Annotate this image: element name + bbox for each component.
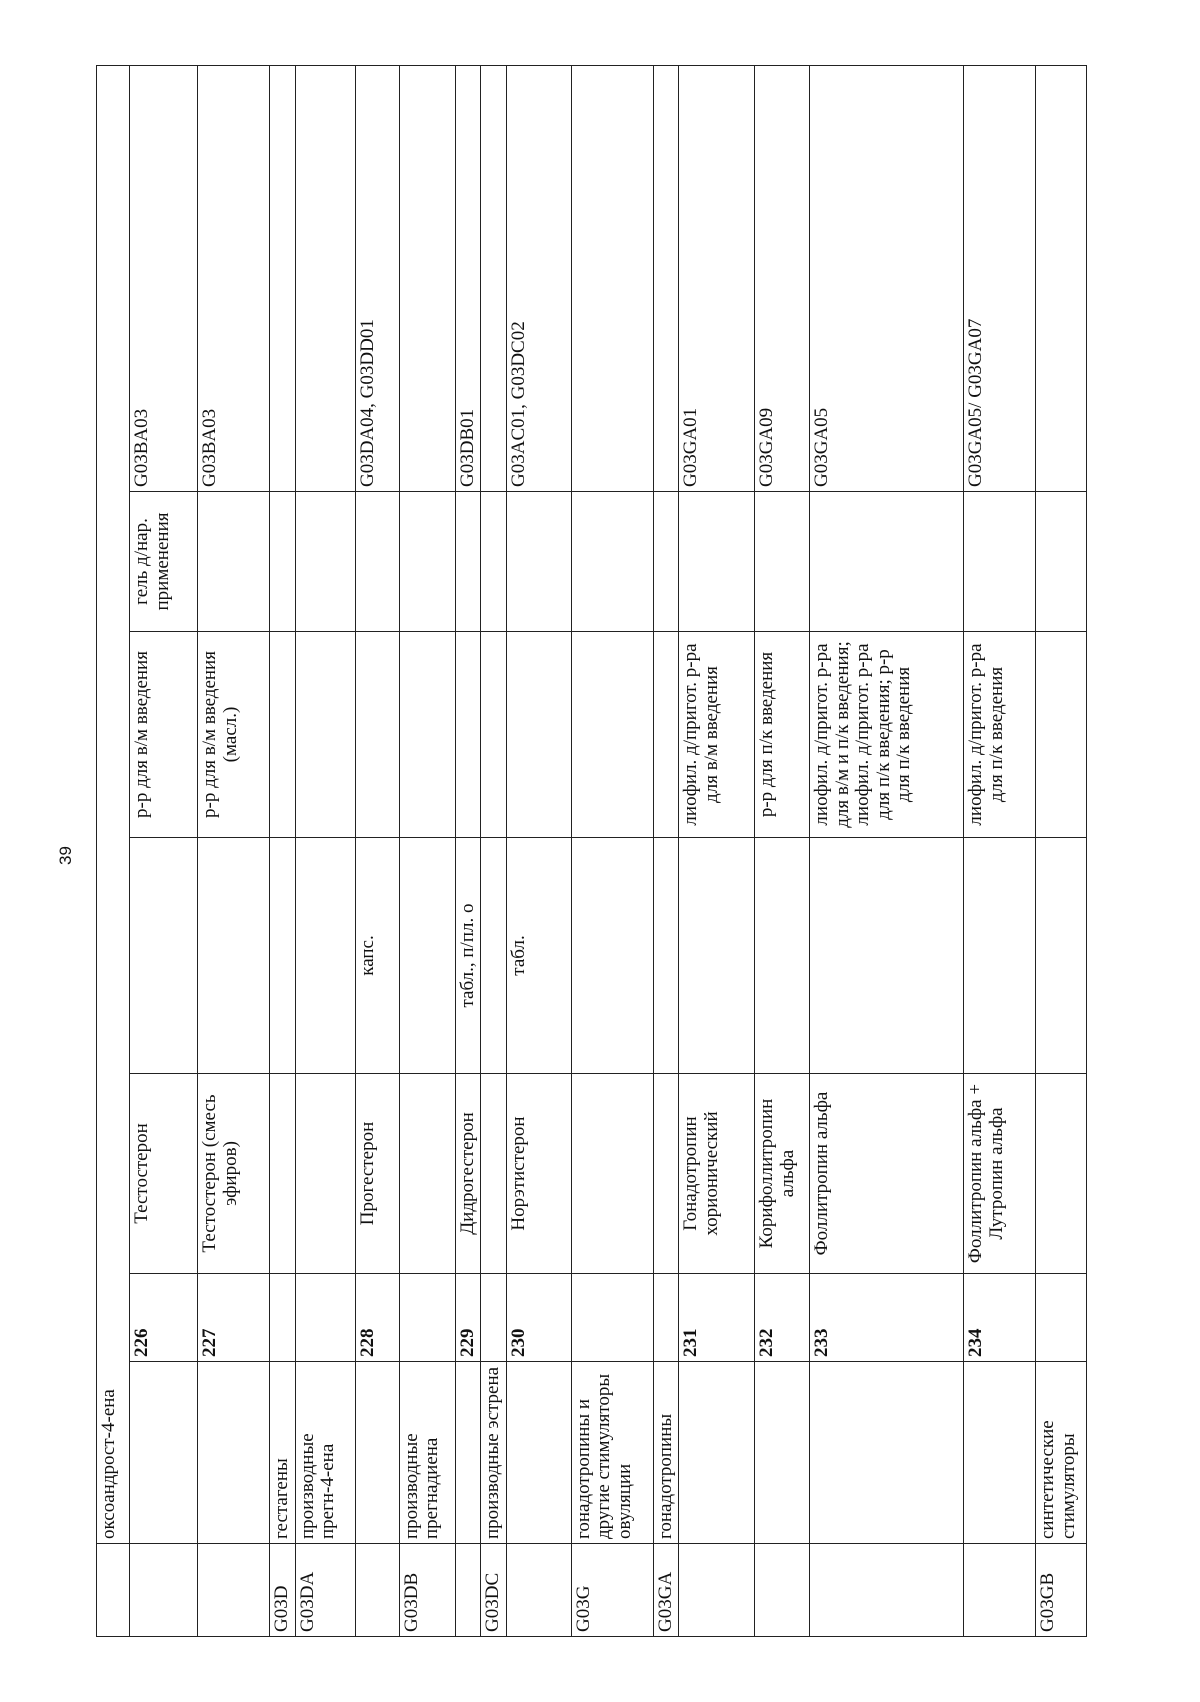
row-number-cell [571, 1274, 653, 1362]
group-name-cell [755, 1362, 810, 1544]
atc-code-cell: G03DB01 [455, 65, 481, 491]
other-form-cell [270, 492, 296, 632]
atc-code-cell: G03BA03 [198, 65, 270, 491]
drug-name-cell: Норэтистерон [506, 1074, 571, 1274]
row-number-cell [481, 1274, 507, 1362]
row-number-cell: 231 [679, 1274, 755, 1362]
group-name-cell [679, 1362, 755, 1544]
atc-code-cell [270, 65, 296, 491]
oral-form-cell [130, 838, 198, 1074]
injection-form-cell [295, 632, 355, 838]
table-row [295, 65, 355, 1636]
other-form-cell [964, 492, 1036, 632]
oral-form-cell [481, 838, 507, 1074]
atc-group-cell: G03DA [295, 1544, 355, 1637]
atc-code-cell [481, 65, 507, 491]
other-form-cell [653, 492, 679, 632]
atc-group-cell [130, 1544, 198, 1637]
atc-code-cell: G03GA05 [810, 65, 964, 491]
other-form-cell [679, 492, 755, 632]
row-number-cell [295, 1274, 355, 1362]
atc-code-cell: G03AC01, G03DC02 [506, 65, 571, 491]
row-number-cell: 233 [810, 1274, 964, 1362]
atc-code-cell: G03GA09 [755, 65, 810, 491]
atc-group-cell [679, 1544, 755, 1637]
table-row [810, 65, 964, 1636]
injection-form-cell: лиофил. д/пригот. р-ра для в/м и п/к введения; лиофил. д/пригот. р-ра для п/к введения; р-р для п/к введения [810, 632, 964, 838]
injection-form-cell: лиофил. д/пригот. р-ра для в/м введения [679, 632, 755, 838]
atc-group-cell [355, 1544, 399, 1637]
atc-group-cell [755, 1544, 810, 1637]
table-row [97, 65, 130, 1636]
group-name-cell: гонадотропины и другие стимуляторы овуляции [571, 1362, 653, 1544]
group-name-cell: производные прегн-4-ена [295, 1362, 355, 1544]
row-number-cell: 228 [355, 1274, 399, 1362]
row-number-cell: 226 [130, 1274, 198, 1362]
row-number-cell: 229 [455, 1274, 481, 1362]
other-form-cell [455, 492, 481, 632]
injection-form-cell: р-р для в/м введения [130, 632, 198, 838]
table-row [571, 65, 653, 1636]
row-number-cell: 230 [506, 1274, 571, 1362]
injection-form-cell [355, 632, 399, 838]
atc-code-cell [653, 65, 679, 491]
table-row [270, 65, 296, 1636]
atc-group-cell: G03DB [399, 1544, 455, 1637]
oral-form-cell [295, 838, 355, 1074]
page-number: 39 [56, 846, 75, 865]
row-number-cell [1036, 1274, 1087, 1362]
atc-group-cell: G03G [571, 1544, 653, 1637]
oral-form-cell [810, 838, 964, 1074]
group-name-cell: гестагены [270, 1362, 296, 1544]
group-name-cell: производные прегнадиена [399, 1362, 455, 1544]
other-form-cell [355, 492, 399, 632]
atc-group-cell: G03D [270, 1544, 296, 1637]
injection-form-cell [653, 632, 679, 838]
drug-name-cell: Фоллитропин альфа [810, 1074, 964, 1274]
injection-form-cell [571, 632, 653, 838]
drug-name-cell: Прогестерон [355, 1074, 399, 1274]
oral-form-cell: табл. [506, 838, 571, 1074]
atc-group-cell: G03GB [1036, 1544, 1087, 1637]
drug-name-cell: Тестостерон (смесь эфиров) [198, 1074, 270, 1274]
atc-group-cell [198, 1544, 270, 1637]
other-form-cell [295, 492, 355, 632]
atc-code-cell: G03GA01 [679, 65, 755, 491]
group-name-cell [130, 1362, 198, 1544]
injection-form-cell [506, 632, 571, 838]
oral-form-cell: табл., п/пл. о [455, 838, 481, 1074]
table-row [755, 65, 810, 1636]
drug-name-cell [1036, 1074, 1087, 1274]
injection-form-cell: р-р для в/м введения (масл.) [198, 632, 270, 838]
drug-name-cell [270, 1074, 296, 1274]
drug-name-cell: Тестостерон [130, 1074, 198, 1274]
atc-code-cell [399, 65, 455, 491]
group-name-cell [810, 1362, 964, 1544]
table-row [964, 65, 1036, 1636]
group-name-cell: гонадотропины [653, 1362, 679, 1544]
oral-form-cell [571, 838, 653, 1074]
table-row [198, 65, 270, 1636]
row-number-cell: 234 [964, 1274, 1036, 1362]
injection-form-cell [399, 632, 455, 838]
group-name-cell: оксоандрост-4-ена [97, 65, 130, 1543]
drug-name-cell [399, 1074, 455, 1274]
group-name-cell [964, 1362, 1036, 1544]
drug-name-cell: Дидрогестерон [455, 1074, 481, 1274]
group-name-cell [198, 1362, 270, 1544]
atc-code-cell: G03DA04, G03DD01 [355, 65, 399, 491]
oral-form-cell [1036, 838, 1087, 1074]
row-number-cell [270, 1274, 296, 1362]
other-form-cell [1036, 492, 1087, 632]
oral-form-cell [399, 838, 455, 1074]
group-name-cell [455, 1362, 481, 1544]
table-row [355, 65, 399, 1636]
drug-name-cell [295, 1074, 355, 1274]
injection-form-cell [455, 632, 481, 838]
atc-group-cell: G03DC [481, 1544, 507, 1637]
injection-form-cell [481, 632, 507, 838]
drug-name-cell [571, 1074, 653, 1274]
table-row [506, 65, 571, 1636]
table-row [679, 65, 755, 1636]
table-row [130, 65, 198, 1636]
atc-group-cell [810, 1544, 964, 1637]
oral-form-cell [198, 838, 270, 1074]
group-name-cell: синтетические стимуляторы [1036, 1362, 1087, 1544]
table-row [1036, 65, 1087, 1636]
oral-form-cell [964, 838, 1036, 1074]
atc-group-cell [97, 1544, 130, 1637]
atc-code-cell: G03GA05/ G03GA07 [964, 65, 1036, 491]
other-form-cell [810, 492, 964, 632]
drug-name-cell [653, 1074, 679, 1274]
drug-name-cell: Фоллитропин альфа + Лутропин альфа [964, 1074, 1036, 1274]
row-number-cell [399, 1274, 455, 1362]
group-name-cell: производные эстрена [481, 1362, 507, 1544]
atc-group-cell [964, 1544, 1036, 1637]
other-form-cell: гель д/нар. применения [130, 492, 198, 632]
group-name-cell [506, 1362, 571, 1544]
injection-form-cell: р-р для п/к введения [755, 632, 810, 838]
oral-form-cell [270, 838, 296, 1074]
row-number-cell [653, 1274, 679, 1362]
injection-form-cell [270, 632, 296, 838]
other-form-cell [481, 492, 507, 632]
other-form-cell [755, 492, 810, 632]
other-form-cell [399, 492, 455, 632]
atc-code-cell [571, 65, 653, 491]
table-row [653, 65, 679, 1636]
oral-form-cell [755, 838, 810, 1074]
table-row [481, 65, 507, 1636]
row-number-cell: 232 [755, 1274, 810, 1362]
atc-group-cell [455, 1544, 481, 1637]
oral-form-cell [679, 838, 755, 1074]
other-form-cell [198, 492, 270, 632]
drug-name-cell: Корифоллитропин альфа [755, 1074, 810, 1274]
atc-code-cell: G03BA03 [130, 65, 198, 491]
other-form-cell [506, 492, 571, 632]
drug-name-cell [481, 1074, 507, 1274]
table-row [399, 65, 455, 1636]
atc-code-cell [295, 65, 355, 491]
oral-form-cell: капс. [355, 838, 399, 1074]
drug-name-cell: Гонадотропин хорионический [679, 1074, 755, 1274]
drug-list-table [96, 65, 1087, 1637]
rotated-table-container [96, 66, 1079, 1637]
injection-form-cell [1036, 632, 1087, 838]
atc-code-cell [1036, 65, 1087, 491]
other-form-cell [571, 492, 653, 632]
atc-group-cell [506, 1544, 571, 1637]
oral-form-cell [653, 838, 679, 1074]
group-name-cell [355, 1362, 399, 1544]
injection-form-cell: лиофил. д/пригот. р-ра для п/к введения [964, 632, 1036, 838]
table-row [455, 65, 481, 1636]
atc-group-cell: G03GA [653, 1544, 679, 1637]
row-number-cell: 227 [198, 1274, 270, 1362]
